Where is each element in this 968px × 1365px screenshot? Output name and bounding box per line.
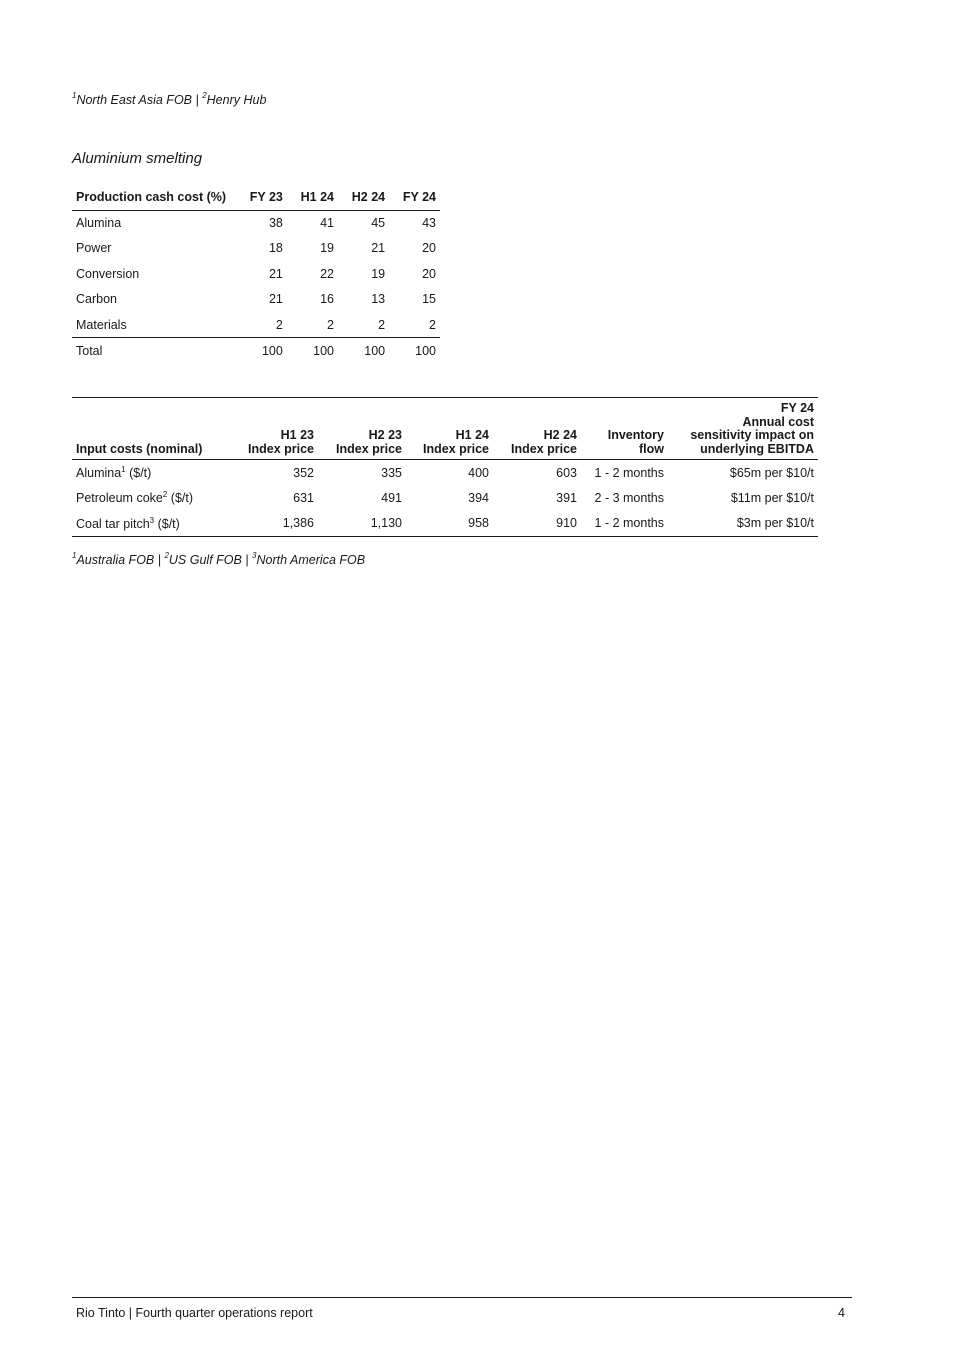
cell-value: 1,386 bbox=[240, 511, 318, 537]
row-label: Materials bbox=[72, 312, 236, 338]
cell-value: 21 bbox=[371, 241, 386, 256]
cell-value: $65m per $10/t bbox=[729, 465, 814, 480]
gas-price-footnote: $^1$North East Asia FOB | $^2$Henry Hub bbox=[72, 91, 267, 107]
cell-value: 335 bbox=[381, 465, 402, 480]
footer-divider bbox=[72, 1297, 852, 1298]
cell-value: 100 bbox=[313, 343, 334, 358]
cell-value: 394 bbox=[468, 490, 489, 505]
cell-value: $11m per $10/t bbox=[730, 490, 814, 505]
table-header-row bbox=[72, 398, 818, 460]
cell-value: 958 bbox=[406, 511, 493, 537]
footer-text: Rio Tinto | Fourth quarter operations report bbox=[76, 1306, 313, 1320]
table-row bbox=[72, 261, 440, 287]
cell-value: 631 bbox=[293, 490, 314, 505]
table-row bbox=[72, 210, 440, 236]
cell-value: 1,130 bbox=[318, 511, 406, 537]
cell-value: 2 bbox=[338, 312, 389, 338]
row-label: Conversion bbox=[76, 266, 140, 281]
total-row bbox=[72, 338, 440, 364]
cell-value: 2 - 3 months bbox=[594, 490, 664, 505]
cell-value: 20 bbox=[422, 266, 436, 281]
cell-value: 100 bbox=[364, 343, 386, 358]
cell-value: 38 bbox=[268, 216, 283, 230]
cell-value: 910 bbox=[493, 511, 581, 537]
table-row bbox=[72, 236, 440, 262]
cell-value: 45 bbox=[371, 216, 386, 230]
column-header: Inventory flow bbox=[581, 398, 668, 460]
cell-value: 13 bbox=[371, 292, 386, 307]
page-number: 4 bbox=[838, 1306, 845, 1320]
table-row bbox=[72, 485, 818, 511]
cell-value: 491 bbox=[381, 490, 402, 505]
cell-value: 100 bbox=[415, 343, 436, 358]
column-header: H2 23 Index price bbox=[318, 398, 406, 460]
column-header: FY 24 Annual cost sensitivity impact on underlying EBITDA bbox=[668, 398, 818, 460]
input-costs-footnote: $^1$Australia FOB | $^2$US Gulf FOB | $^3$North America FOB bbox=[72, 551, 366, 567]
column-header: H1 23 Index price bbox=[240, 398, 318, 460]
cell-value: 43 bbox=[422, 216, 436, 230]
table-header-row bbox=[72, 184, 440, 210]
cell-value: $3m per $10/t bbox=[668, 511, 818, 537]
column-header: Input costs (nominal) bbox=[72, 398, 240, 460]
column-header: FY 24 bbox=[389, 184, 440, 210]
cell-value: 41 bbox=[320, 216, 334, 230]
row-label: Petroleum coke$^2$ ($/t) bbox=[76, 490, 194, 506]
table-row bbox=[72, 460, 818, 486]
cell-value: 603 bbox=[556, 465, 577, 480]
row-label: Alumina bbox=[76, 216, 122, 230]
column-header: H1 24 Index price bbox=[406, 398, 493, 460]
column-header: H2 24 Index price bbox=[493, 398, 581, 460]
cell-value: 22 bbox=[320, 266, 334, 281]
input-costs-table bbox=[72, 397, 818, 537]
table-row bbox=[72, 312, 440, 338]
cell-value: 391 bbox=[556, 490, 577, 505]
production-cash-cost-table bbox=[72, 184, 440, 363]
cell-value: 21 bbox=[268, 266, 283, 281]
cell-value: 15 bbox=[422, 292, 436, 307]
row-label: Alumina$^1$ ($/t) bbox=[76, 465, 152, 480]
column-header: H1 24 bbox=[287, 184, 338, 210]
cell-value: 20 bbox=[422, 241, 436, 256]
row-label: Power bbox=[76, 241, 112, 256]
cell-value: 100 bbox=[261, 343, 283, 358]
row-label: Total bbox=[76, 343, 103, 358]
column-header: H2 24 bbox=[338, 184, 389, 210]
cell-value: 19 bbox=[320, 241, 334, 256]
cell-value: 1 - 2 months bbox=[581, 511, 668, 537]
row-label: Carbon bbox=[76, 292, 117, 307]
cell-value: 18 bbox=[268, 241, 283, 256]
column-header: FY 23 bbox=[236, 184, 287, 210]
table-row bbox=[72, 287, 440, 313]
cell-value: 400 bbox=[468, 465, 489, 480]
row-label: Coal tar pitch$^3$ ($/t) bbox=[72, 511, 240, 537]
section-title: Aluminium smelting bbox=[72, 150, 203, 167]
table-row bbox=[72, 511, 818, 537]
cell-value: 2 bbox=[236, 312, 287, 338]
cell-value: 352 bbox=[293, 465, 314, 480]
cell-value: 2 bbox=[389, 312, 440, 338]
cell-value: 16 bbox=[320, 292, 334, 307]
cell-value: 21 bbox=[268, 292, 283, 307]
cell-value: 1 - 2 months bbox=[594, 465, 664, 480]
cell-value: 19 bbox=[371, 266, 386, 281]
cell-value: 2 bbox=[287, 312, 338, 338]
column-header: Production cash cost (%) bbox=[72, 184, 236, 210]
